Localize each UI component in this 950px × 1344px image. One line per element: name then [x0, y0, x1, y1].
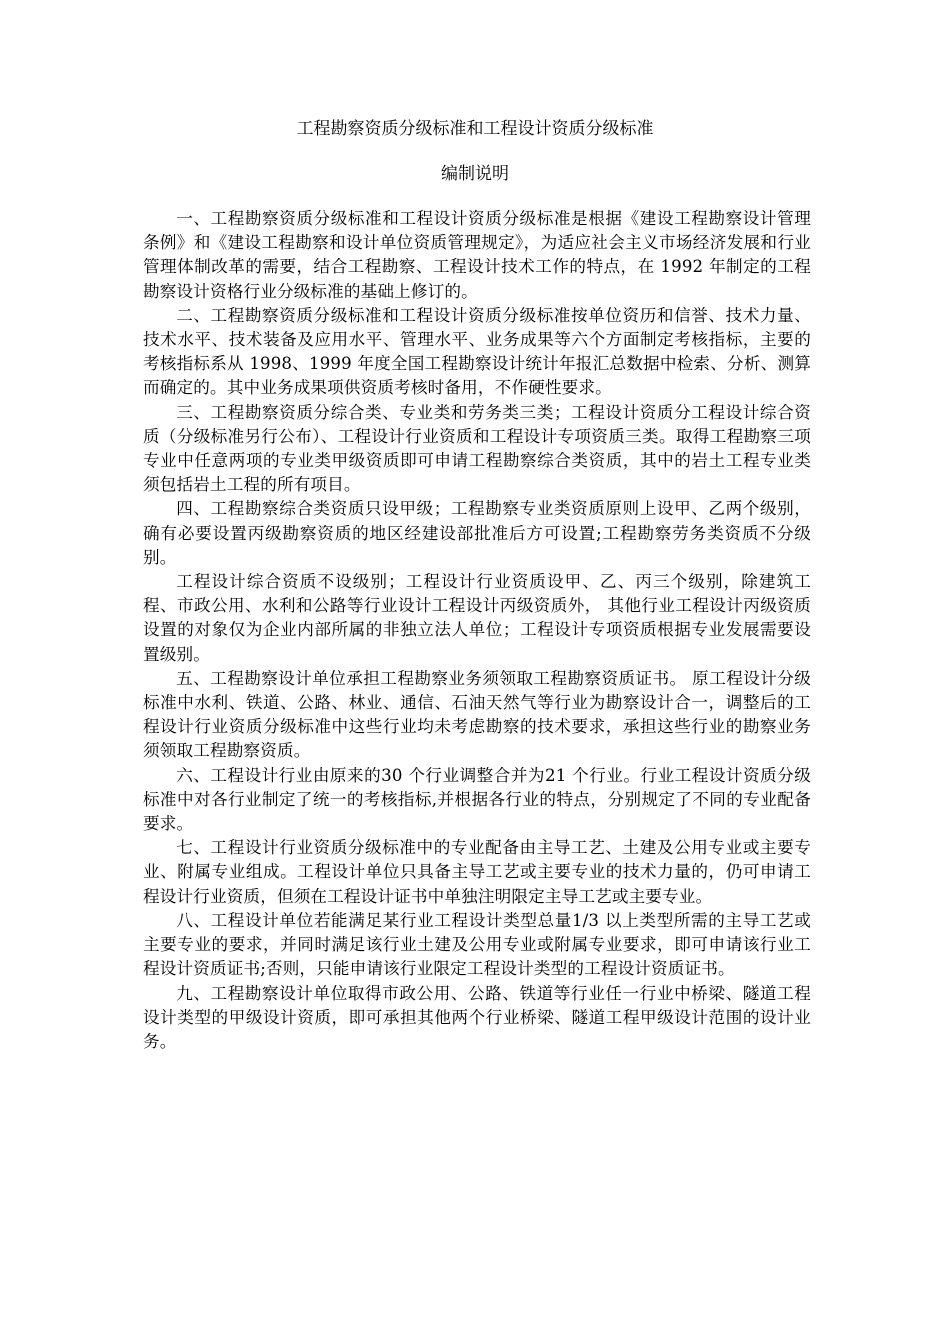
paragraph-5: 工程设计综合资质不设级别；工程设计行业资质设甲、乙、丙三个级别，除建筑工程、市政公用、水利和公路等行业设计工程设计丙级资质外， 其他行业工程设计丙级资质设置的对象仅为企业内部所属的非独立法人单位；工程设计专项资质根据专业发展需要设置级别。 [143, 572, 811, 664]
paragraph-7: 六、工程设计行业由原来的30 个行业调整合并为21 个行业。行业工程设计资质分级标准中对各行业制定了统一的考核指标,并根据各行业的特点，分别规定了不同的专业配备要求。 [143, 765, 811, 834]
paragraph-3: 三、工程勘察资质分综合类、专业类和劳务类三类；工程设计资质分工程设计综合资质（分级标准另行公布）、工程设计行业资质和工程设计专项资质三类。取得工程勘察三项专业中任意两项的专业类甲级资质即可申请工程勘察综合类资质，其中的岩土工程专业类须包括岩土工程的所有项目。 [143, 402, 811, 495]
document-title: 工程勘察资质分级标准和工程设计资质分级标准 [296, 119, 654, 139]
document-body [143, 207, 811, 1054]
paragraph-8: 七、工程设计行业资质分级标准中的专业配备由主导工艺、土建及公用专业或主要专业、附属专业组成。工程设计单位只具备主导工艺或主要专业的技术力量的，仍可申请工程设计行业资质，但须在工程设计证书中单独注明限定主导工艺或主要专业。 [143, 838, 811, 906]
paragraph-10: 九、工程勘察设计单位取得市政公用、公路、铁道等行业任一行业中桥梁、隧道工程设计类型的甲级设计资质，即可承担其他两个行业桥梁、隧道工程甲级设计范围的设计业务。 [143, 983, 811, 1051]
paragraph-4: 四、工程勘察综合类资质只设甲级；工程勘察专业类资质原则上设甲、乙两个级别，确有必要设置丙级勘察资质的地区经建设部批准后方可设置;工程勘察劳务类资质不分级别。 [143, 499, 811, 567]
document-subtitle: 编制说明 [441, 164, 509, 184]
paragraph-6: 五、工程勘察设计单位承担工程勘察业务须领取工程勘察资质证书。 原工程设计分级标准中水利、铁道、公路、林业、通信、石油天然气等行业为勘察设计合一，调整后的工程设计行业资质分级标准中这些行业均未考虑勘察的技术要求，承担这些行业的勘察业务须领取工程勘察资质。 [143, 668, 811, 761]
paragraph-2: 二、工程勘察资质分级标准和工程设计资质分级标准按单位资历和信誉、技术力量、技术水平、技术装备及应用水平、管理水平、业务成果等六个方面制定考核指标，主要的考核指标系从 1998、1999 年度全国工程勘察设计统计年报汇总数据中检索、分析、测算而确定的。其中业务成果项供资质考核时备用，不作硬性要求。 [143, 305, 811, 398]
paragraph-1: 一、工程勘察资质分级标准和工程设计资质分级标准是根据《建设工程勘察设计管理条例》和《建设工程勘察和设计单位资质管理规定》，为适应社会主义市场经济发展和行业管理体制改革的需要，结合工程勘察、工程设计技术工作的特点，在 1992 年制定的工程勘察设计资格行业分级标准的基础上修订的。 [143, 209, 811, 301]
paragraph-9: 八、工程设计单位若能满足某行业工程设计类型总量1/3 以上类型所需的主导工艺或主要专业的要求，并同时满足该行业土建及公用专业或附属专业要求，即可申请该行业工程设计资质证书;否则，只能申请该行业限定工程设计类型的工程设计资质证书。 [143, 910, 811, 979]
